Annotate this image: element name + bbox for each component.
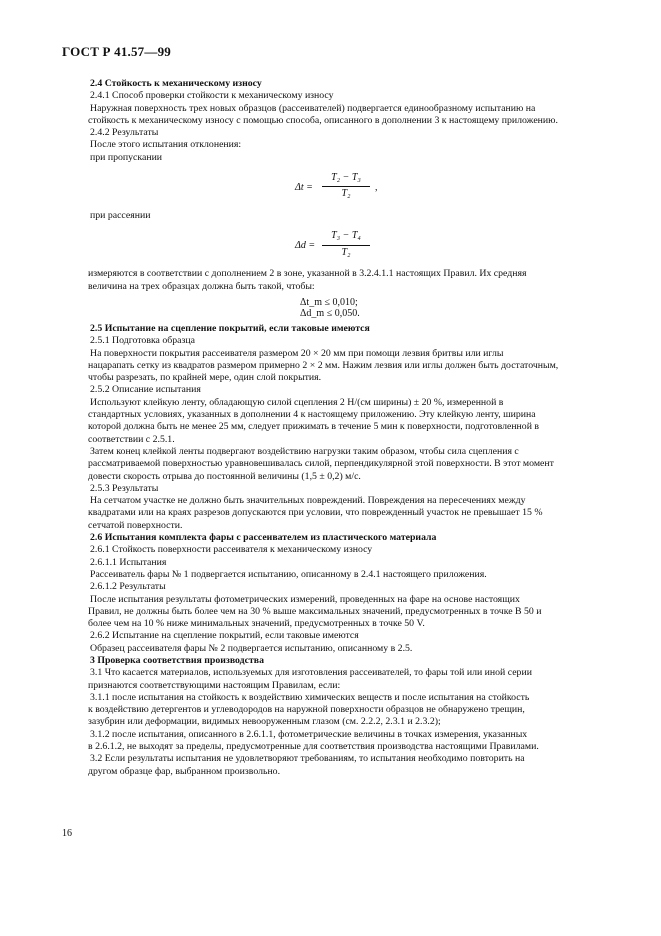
document-header: ГОСТ Р 41.57—99 [62, 44, 171, 59]
paragraph-line: 3.1.2 после испытания, описанного в 2.6.1.1, фотометрические величины в точках измерения, указанных [90, 728, 528, 740]
paragraph-line: 3.2 Если результаты испытания не удовлетворяют требованиям, то испытания необходимо повторить на [90, 753, 525, 765]
section-2-6-title: 2.6 Испытания комплекта фары с рассеивателем из пластического материала [90, 532, 437, 544]
paragraph-line: 3.1.1 после испытания на стойкость к воздействию химических веществ и после испытания на стойкость [90, 691, 530, 703]
paragraph-line: которой должна быть не менее 25 мм, следует прижимать в течение 5 мин к поверхности, подготовленной в [88, 421, 540, 433]
paragraph-line: После испытания результаты фотометрических измерений, проведенных на фаре на основе настоящих [90, 593, 520, 605]
paragraph-line: стойкость к механическому износу с помощью способа, описанного в дополнении 3 к настоящему приложению. [88, 114, 558, 126]
paragraph-line: в 2.6.1.2, не выходят за пределы, предусмотренные для соответствия производства настоящими Правилами. [88, 741, 539, 753]
paragraph-line: Используют клейкую ленту, обладающую силой сцепления 2 Н/(см ширины) ± 20 %, измеренной в [90, 396, 504, 408]
paragraph-line: Затем конец клейкой ленты подвергают воздействию нагрузки таким образом, чтобы сила сцепления с [90, 445, 519, 457]
section-3-title: 3 Проверка соответствия производства [90, 654, 264, 666]
formula-lhs: Δt = [295, 182, 313, 194]
subsection-2-6-2: 2.6.2 Испытание на сцепление покрытий, если таковые имеются [90, 630, 359, 642]
paragraph-line: рассматриваемой поверхностью уравновешивалась силой, перпендикулярной этой поверхности. В этот момент [88, 458, 554, 470]
subsection-2-4-1: 2.4.1 Способ проверки стойкости к механическому износу [90, 90, 334, 102]
paragraph-line: Наружная поверхность трех новых образцов (рассеивателей) подвергается единообразному испытанию на [90, 102, 536, 114]
formula-tail: , [375, 182, 378, 194]
paragraph-line: 3.1 Что касается материалов, используемых для изготовления рассеивателей, то фары той или иной серии [90, 667, 532, 679]
paragraph-line: к воздействию детергентов и углеводородов на наружной поверхности образцов не обнаружено трещин, [88, 704, 525, 716]
formula-numerator: T₂ − T₃ [322, 172, 370, 187]
subsection-2-5-3: 2.5.3 Результаты [90, 482, 159, 494]
page-number: 16 [62, 828, 72, 839]
paragraph-line: довести скорость отрыва до постоянной величины (1,5 ± 0,2) м/с. [88, 470, 361, 482]
paragraph-line: признаются соответствующими настоящим Правилам, если: [88, 679, 341, 691]
formula-denominator: T₂ [341, 246, 351, 258]
document-body [90, 78, 599, 778]
paragraph-line: Рассеиватель фары № 1 подвергается испытанию, описанному в 2.4.1 настоящего приложения. [90, 568, 487, 580]
paragraph-line: при рассеянии [90, 210, 151, 222]
formula-lhs: Δd = [295, 240, 316, 252]
subsection-2-5-2: 2.5.2 Описание испытания [90, 384, 201, 396]
paragraph-line: другом образце фар, выбранном произвольно. [88, 765, 281, 777]
formula-numerator: T₃ − T₄ [322, 230, 370, 245]
paragraph-line: соответствии с 2.5.1. [88, 433, 175, 445]
paragraph-line: нацарапать сетку из квадратов размером примерно 2 × 2 мм. Нажим лезвия или иглы должен быть достаточным, [88, 359, 559, 371]
paragraph-line: На поверхности покрытия рассеивателя размером 20 × 20 мм при помощи лезвия бритвы или иглы [90, 347, 504, 359]
section-2-5-title: 2.5 Испытание на сцепление покрытий, если таковые имеются [90, 322, 370, 334]
formula-diffusion [90, 230, 599, 262]
section-2-4-title: 2.4 Стойкость к механическому износу [90, 78, 262, 89]
paragraph-line: чтобы разрезать, по крайней мере, один слой покрытия. [88, 372, 322, 384]
formula-transmission [90, 172, 599, 204]
formula-fraction [322, 230, 370, 259]
condition-transmission: Δt_m ≤ 0,010; [300, 296, 358, 308]
paragraph-line: измеряются в соответствии с дополнением 2 в зоне, указанной в 3.2.4.1.1 настоящих Правил. Их средняя [88, 268, 527, 280]
paragraph-line: величина на трех образцах должна быть такой, чтобы: [88, 280, 315, 292]
paragraph-line: После этого испытания отклонения: [90, 139, 242, 151]
paragraph-line: квадратами или на краях разрезов допускаются при условии, что поврежденный участок не превышает 15 % [88, 507, 543, 519]
subsection-2-6-1-1: 2.6.1.1 Испытания [90, 556, 167, 568]
paragraph-line: более чем на 10 % ниже минимальных значений, предусмотренных в точке 50 V. [88, 618, 425, 630]
formula-fraction [322, 172, 370, 201]
paragraph-line: На сетчатом участке не должно быть значительных повреждений. Повреждения на пересечениях между [90, 495, 526, 507]
subsection-2-6-1: 2.6.1 Стойкость поверхности рассеивателя к механическому износу [90, 544, 373, 556]
paragraph-line: сетчатой поверхности. [88, 519, 183, 531]
paragraph-line: Образец рассеивателя фары № 2 подвергается испытанию, описанному в 2.5. [90, 642, 413, 654]
paragraph-line: зазубрин или деформации, видимых невооруженным глазом (см. 2.2.2, 2.3.1 и 2.3.2); [88, 716, 441, 728]
paragraph-line: Правил, не должны быть более чем на 30 % выше максимальных значений, предусмотренных в точке B 50 и [88, 605, 542, 617]
subsection-2-5-1: 2.5.1 Подготовка образца [90, 335, 195, 347]
conditions-block [300, 297, 599, 319]
condition-diffusion: Δd_m ≤ 0,050. [300, 307, 360, 319]
paragraph-line: при пропускании [90, 151, 163, 163]
formula-denominator: T₂ [341, 188, 351, 200]
paragraph-line: стандартных условиях, указанных в дополнении 4 к настоящему приложению. Эту клейкую ленту, ширина [88, 409, 536, 421]
subsection-2-4-2: 2.4.2 Результаты [90, 127, 159, 139]
subsection-2-6-1-2: 2.6.1.2 Результаты [90, 581, 166, 593]
